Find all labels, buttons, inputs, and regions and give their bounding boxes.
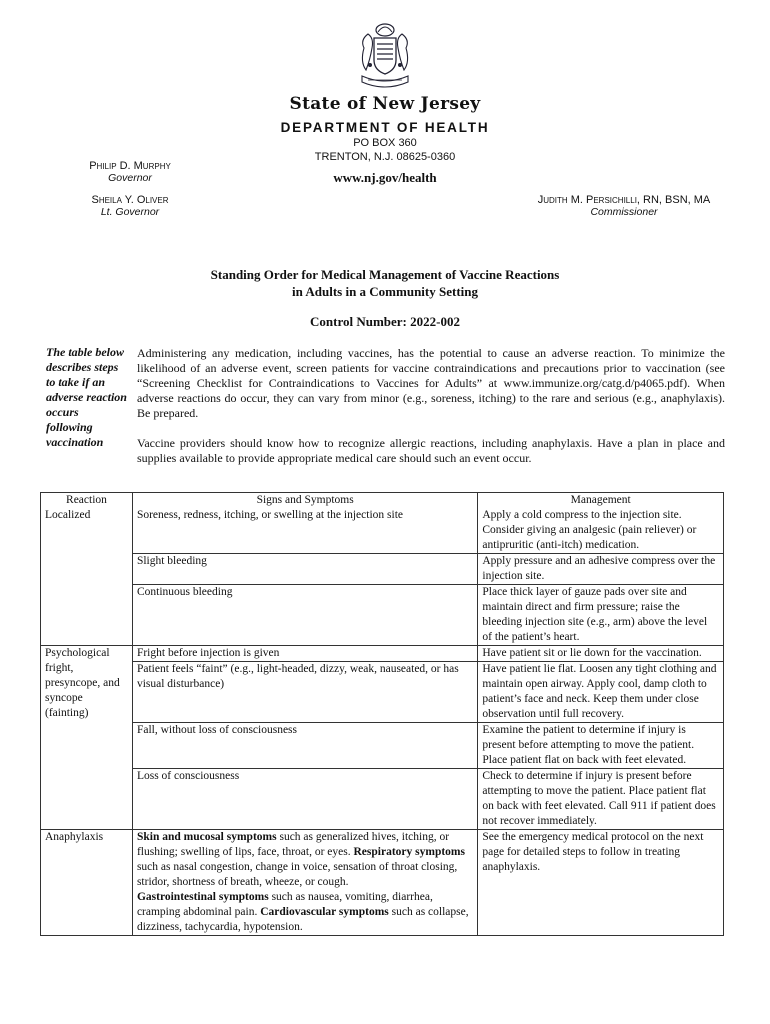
table-row — [41, 769, 724, 830]
management-cell: Apply a cold compress to the injection site. Consider giving an analgesic (pain reliever) or antipruritic (anti-itch) medication. — [478, 508, 724, 554]
reaction-management-table — [40, 492, 724, 936]
signs-cell: Loss of consciousness — [132, 769, 477, 830]
side-note: The table below describes steps to take if an adverse reaction occurs following vaccination — [46, 345, 127, 449]
department-name: DEPARTMENT OF HEALTH — [280, 120, 490, 135]
skin-symptoms-heading: Skin and mucosal symptoms — [136, 831, 277, 843]
reaction-anaphylaxis: Anaphylaxis — [41, 830, 133, 936]
governor-role: Governor — [108, 172, 152, 184]
header-reaction: Reaction — [41, 493, 133, 509]
header-signs: Signs and Symptoms — [132, 493, 477, 509]
skin-symptoms-text: such as generalized hives, itching, or flushing; swelling of lips, face, throat, or eyes. — [136, 831, 450, 858]
signs-cell: Continuous bleeding — [132, 585, 477, 646]
title-line-1: Standing Order for Medical Management of Vaccine Reactions — [210, 267, 560, 282]
intro-paragraph: Administering any medication, including vaccines, has the potential to cause an adverse reaction. To minimize the likelihood of an adverse event, screen patients for vaccine contraindications and precautions prior to vaccination (see “Screening Checklist for Contraindications to Vaccines for Adults” at www.immunize.org/catg.d/p4065.pdf). When adverse reactions do occur, they can vary from minor (e.g., soreness, itching) to the rare and serious (e.g., anaphylaxis). Be prepared. — [137, 346, 725, 420]
management-cell: Examine the patient to determine if injury is present before attempting to move the patient. Place patient flat on back with feet elevated. — [478, 723, 724, 769]
table-row — [41, 723, 724, 769]
management-cell: Have patient sit or lie down for the vaccination. — [478, 646, 724, 662]
table-header-row — [41, 493, 724, 509]
respiratory-symptoms-text: such as nasal congestion, change in voice, sensation of throat closing, stridor, shortness of breath, wheeze, or cough. — [136, 861, 458, 888]
commissioner-name: Judith M. Persichilli, RN, BSN, MA — [537, 194, 711, 206]
header-management: Management — [478, 493, 724, 509]
cardiovascular-symptoms-text: such as collapse, dizziness, tachycardia, hypotension. — [136, 906, 469, 933]
preparedness-paragraph: Vaccine providers should know how to recognize allergic reactions, including anaphylaxis. Have a plan in place and supplies available to provide appropriate medical care should such an event occur. — [137, 436, 725, 465]
website-link[interactable]: www.nj.gov/health — [333, 170, 437, 185]
signs-cell: Slight bleeding — [132, 554, 477, 585]
table-row — [41, 585, 724, 646]
management-cell: See the emergency medical protocol on the next page for detailed steps to follow in treating anaphylaxis. — [478, 830, 724, 936]
table-row — [41, 554, 724, 585]
lt-governor-role: Lt. Governor — [100, 206, 160, 218]
table-row — [41, 646, 724, 662]
gi-symptoms-text: such as nausea, vomiting, diarrhea, cramping abdominal pain. — [136, 891, 433, 918]
city-address: TRENTON, N.J. 08625-0360 — [314, 151, 456, 163]
state-title: State of New Jersey — [289, 94, 481, 114]
state-seal-logo — [356, 20, 414, 92]
title-line-2: in Adults in a Community Setting — [291, 284, 478, 299]
governor-block — [60, 160, 200, 184]
table-row — [41, 830, 724, 936]
lt-governor-name: Sheila Y. Oliver — [91, 194, 169, 206]
lt-governor-block — [60, 194, 200, 218]
management-cell: Check to determine if injury is present before attempting to move the patient. Place patient flat on back with feet elevated. Call 911 if patient does not recover immediately. — [478, 769, 724, 830]
signs-cell: Fall, without loss of consciousness — [132, 723, 477, 769]
respiratory-symptoms-heading: Respiratory symptoms — [353, 846, 465, 858]
po-box: PO BOX 360 — [353, 137, 417, 149]
document-title — [0, 266, 770, 300]
management-cell: Apply pressure and an adhesive compress over the injection site. — [478, 554, 724, 585]
signs-cell — [132, 830, 477, 936]
gi-symptoms-heading: Gastrointestinal symptoms — [136, 891, 269, 903]
signs-cell: Patient feels “faint” (e.g., light-headed, dizzy, weak, nauseated, or has visual disturbance) — [132, 662, 477, 723]
governor-name: Philip D. Murphy — [89, 160, 171, 172]
commissioner-role: Commissioner — [590, 206, 658, 218]
cardiovascular-symptoms-heading: Cardiovascular symptoms — [260, 906, 389, 918]
commissioner-block — [514, 194, 734, 218]
signs-cell: Fright before injection is given — [132, 646, 477, 662]
table-row — [41, 662, 724, 723]
reaction-psychological: Psychological fright, presyncope, and syncope (fainting) — [41, 646, 133, 830]
management-cell: Place thick layer of gauze pads over site and maintain direct and firm pressure; raise the bleeding injection site (e.g., arm) above the level of the patient’s heart. — [478, 585, 724, 646]
reaction-localized: Localized — [41, 508, 133, 646]
control-number: Control Number: 2022-002 — [310, 314, 460, 329]
management-cell: Have patient lie flat. Loosen any tight clothing and maintain open airway. Apply cool, damp cloth to patient’s face and neck. Keep them under close observation until full recovery. — [478, 662, 724, 723]
signs-cell: Soreness, redness, itching, or swelling at the injection site — [132, 508, 477, 554]
table-row — [41, 508, 724, 554]
